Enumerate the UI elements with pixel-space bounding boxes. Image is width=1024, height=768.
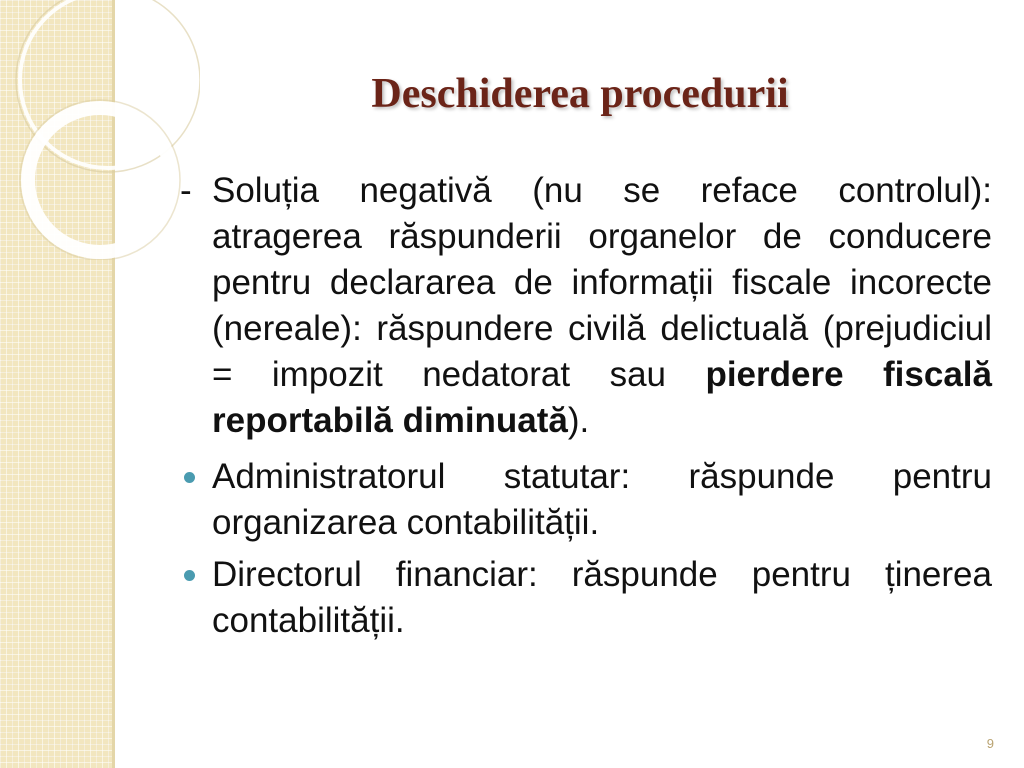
list-item-text: Soluția negativă (nu se reface controlul): atragerea răspunderii organelor de conducere pentru declararea de informații fiscale incorecte (nereale): răspundere civilă delictuală (prejudiciul = impozit nedatorat sau xyxy=(212,171,992,394)
list-item xyxy=(180,552,992,644)
page-number: 9 xyxy=(986,736,994,751)
list-item-text: Directorul financiar: răspunde pentru ținerea contabilității. xyxy=(212,555,992,640)
decorative-rings xyxy=(0,0,200,260)
dash-marker: - xyxy=(180,171,192,210)
list-item-text: Administratorul statutar: răspunde pentru organizarea contabilității. xyxy=(212,457,992,542)
bullet-dot-icon xyxy=(184,472,195,483)
list-item-text-end: ). xyxy=(567,401,590,440)
list-item xyxy=(180,168,992,444)
bullet-list xyxy=(180,168,992,650)
list-item xyxy=(180,454,992,546)
bullet-dot-icon xyxy=(184,570,195,581)
list-item-bold-text: pierdere fiscală reportabilă diminuată xyxy=(212,355,992,440)
slide-title: Deschiderea procedurii xyxy=(371,71,789,117)
